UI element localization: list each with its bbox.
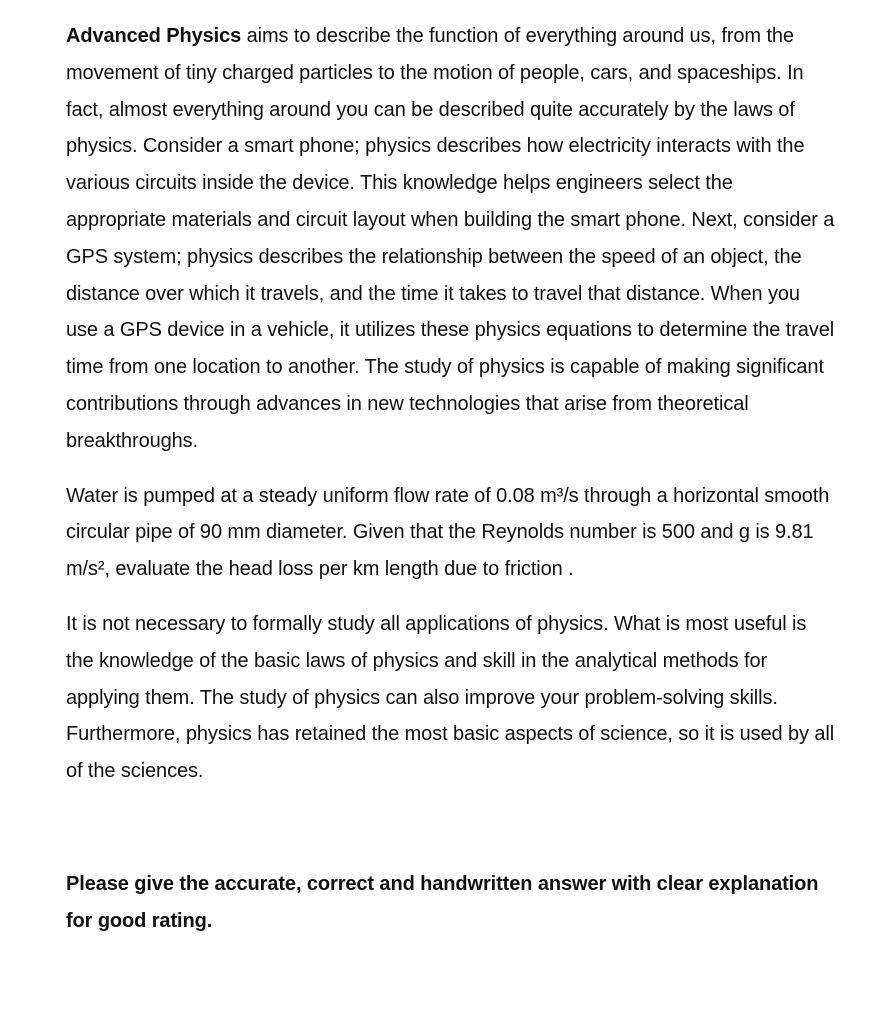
request-paragraph: Please give the accurate, correct and handwritten answer with clear explanation for good rating.: [66, 872, 819, 932]
intro-body-text: aims to describe the function of everything around us, from the movement of tiny charged particles to the motion of people, cars, and spaceships. In fact, almost everything around you can be described quite accurately by the laws of physics. Consider a smart phone; physics describes how electricity interacts with the various circuits inside the device. This knowledge helps engineers select the appropriate materials and circuit layout when building the smart phone. Next, consider a GPS system; physics describes the relationship between the speed of an object, the distance over which it travels, and the time it takes to travel that distance. When you use a GPS device in a vehicle, it utilizes these physics equations to determine the travel time from one location to another. The study of physics is capable of making significant contributions through advances in new technologies that arise from theoretical breakthroughs.: [66, 25, 835, 452]
document-page: [66, 18, 836, 940]
intro-lead-bold: Advanced Physics: [66, 25, 242, 47]
applications-paragraph: It is not necessary to formally study all applications of physics. What is most useful is the knowledge of the basic laws of physics and skill in the analytical methods for applying them. The study of physics can also improve your problem-solving skills. Furthermore, physics has retained the most basic aspects of science, so it is used by all of the sciences.: [66, 612, 835, 783]
intro-paragraph: [66, 18, 836, 460]
problem-paragraph: Water is pumped at a steady uniform flow rate of 0.08 m³/s through a horizontal smooth circular pipe of 90 mm diameter. Given that the Reynolds number is 500 and g is 9.81 m/s², evaluate the head loss per km length due to friction .: [66, 484, 830, 581]
